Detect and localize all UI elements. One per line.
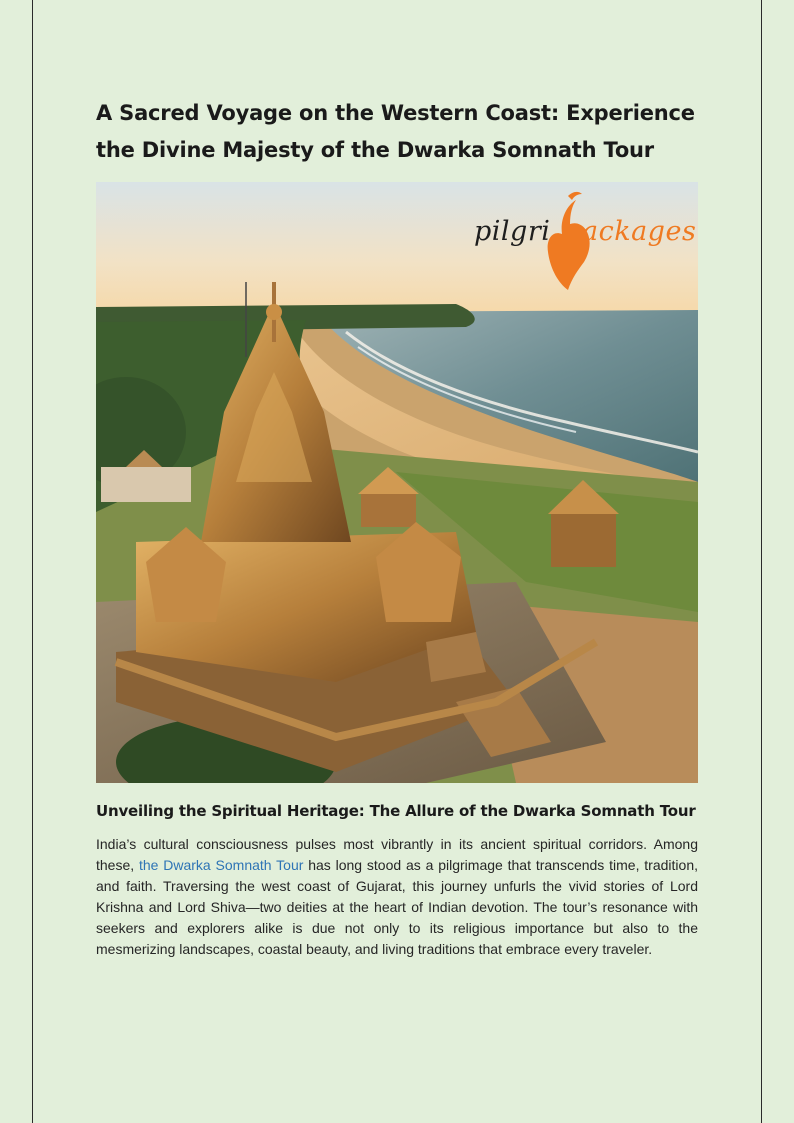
hero-image: [96, 182, 698, 783]
paragraph-text-after-link: has long stood as a pilgrimage that transcends time, tradition, and faith. Traversing the west coast of Gujarat, this journey unfurls the vivid stories of Lord Krishna and Lord Shiva—two deities at the heart of Indian devotion. The tour’s resonance with seekers and explorers alike is due not only to its religious importance but also to the mesmerizing landscapes, coastal beauty, and living traditions that embrace every traveler.: [96, 857, 698, 957]
paragraph-text-before-link: India’s cultural consciousness pulses most vibrantly in its ancient spiritual corridors. Among these,: [96, 836, 698, 873]
section-heading: Unveiling the Spiritual Heritage: The Allure of the Dwarka Somnath Tour: [96, 802, 696, 820]
page-border-left: [32, 0, 33, 1123]
brand-logo-text-left: pilgri: [474, 216, 551, 247]
brand-logo: [474, 188, 697, 293]
page-title: A Sacred Voyage on the Western Coast: Experience the Divine Majesty of the Dwarka Somnath Tour: [96, 101, 695, 162]
page-border-right: [761, 0, 762, 1123]
dwarka-somnath-tour-link[interactable]: the Dwarka Somnath Tour: [138, 857, 304, 873]
body-paragraph: [96, 834, 698, 960]
brand-logo-text-right: ackages: [582, 216, 697, 247]
